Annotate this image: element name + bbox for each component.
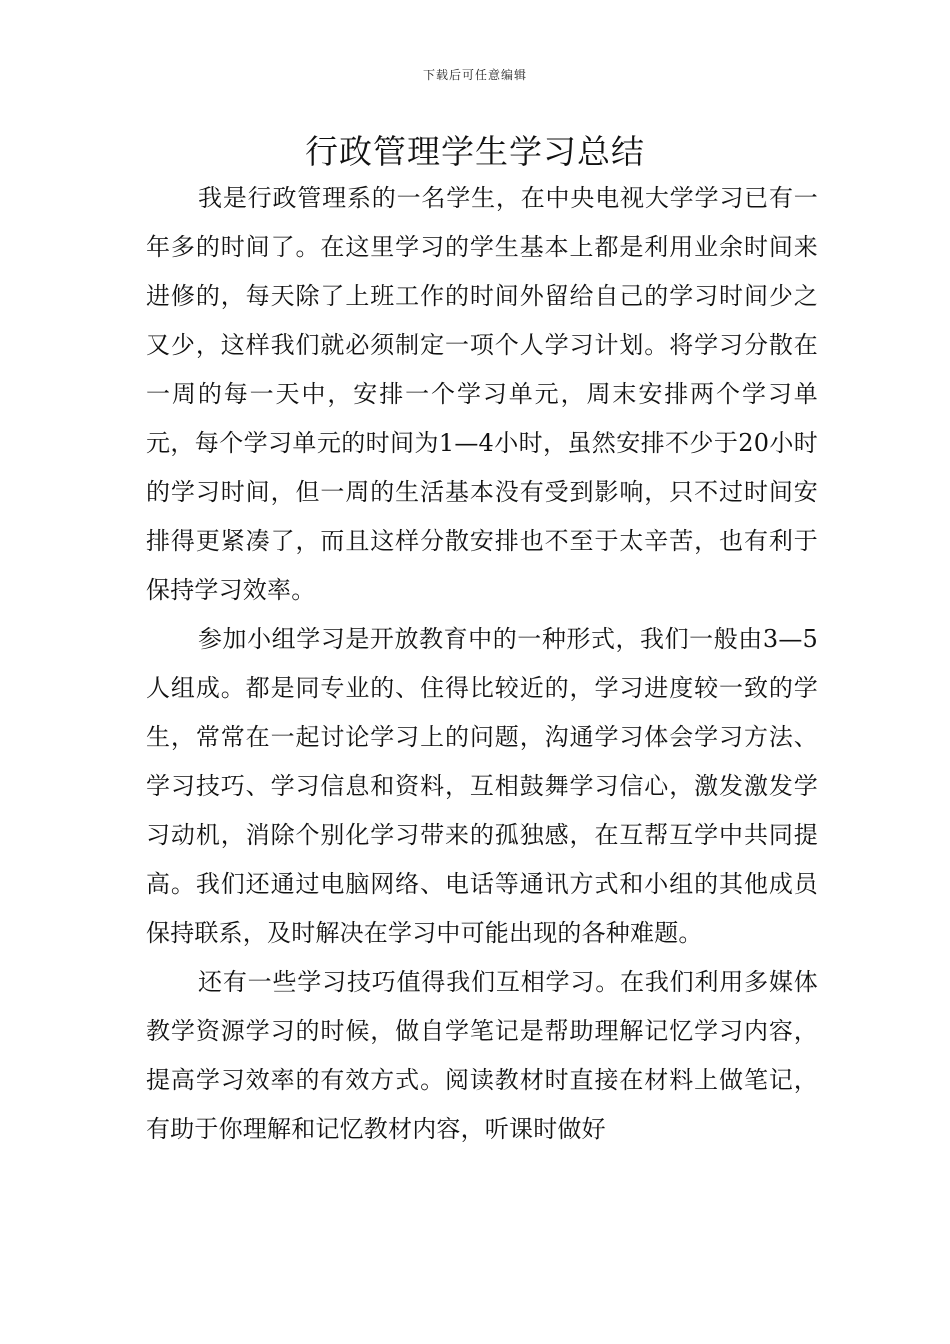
paragraph-study-skills: 还有一些学习技巧值得我们互相学习。在我们利用多媒体教学资源学习的时候，做自学笔记是帮助理解记忆学习内容，提高学习效率的有效方式。阅读教材时直接在材料上做笔记，有助于你理解和记忆教材内容，听课时做好 xyxy=(146,968,818,1143)
header-note: 下载后可任意编辑 xyxy=(422,68,527,82)
document-title: 行政管理学生学习总结 xyxy=(305,132,645,171)
paragraph-study-plan: 我是行政管理系的一名学生，在中央电视大学学习已有一年多的时间了。在这里学习的学生基本上都是利用业余时间来进修的，每天除了上班工作的时间外留给自己的学习时间少之又少，这样我们就必须制定一项个人学习计划。将学习分散在一周的每一天中，安排一个学习单元，周末安排两个学习单元，每个学习单元的时间为1—4小时，虽然安排不少于20小时的学习时间，但一周的生活基本没有受到影响，只不过时间安排得更紧凑了，而且这样分散安排也不至于太辛苦，也有利于保持学习效率。 xyxy=(146,184,818,604)
paragraph-group-study: 参加小组学习是开放教育中的一种形式，我们一般由3—5人组成。都是同专业的、住得比较近的，学习进度较一致的学生，常常在一起讨论学习上的问题，沟通学习体会学习方法、学习技巧、学习信息和资料，互相鼓舞学习信心，激发激发学习动机，消除个别化学习带来的孤独感，在互帮互学中共同提高。我们还通过电脑网络、电话等通讯方式和小组的其他成员保持联系，及时解决在学习中可能出现的各种难题。 xyxy=(146,625,818,947)
document-body xyxy=(146,174,818,1154)
